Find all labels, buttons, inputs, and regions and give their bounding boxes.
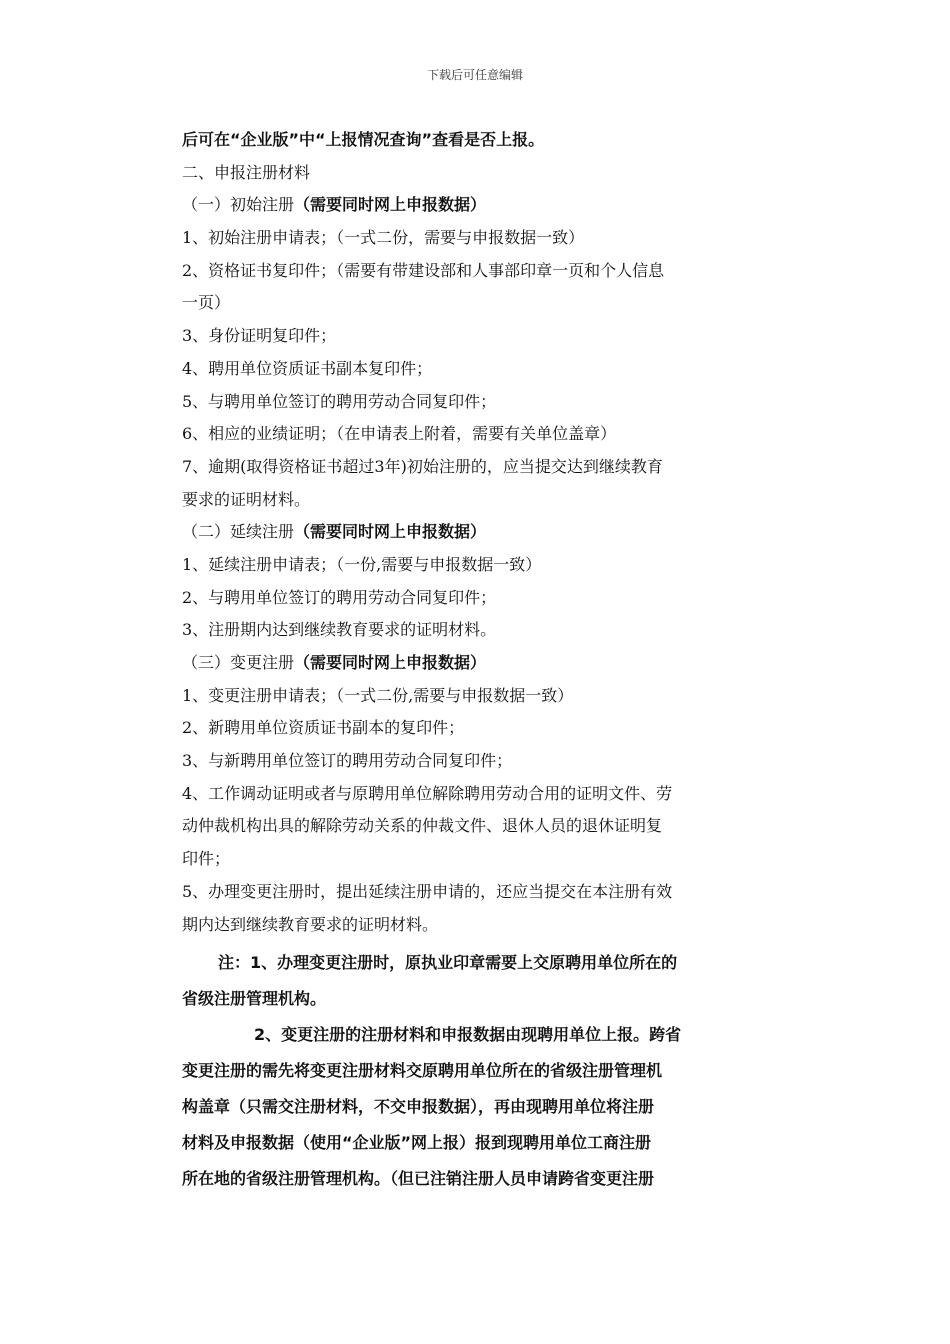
subsection-title: （一）初始注册 [182,195,295,215]
list-item: 5、与聘用单位签订的聘用劳动合同复印件； [182,391,497,411]
note-line: 注：1、办理变更注册时，原执业印章需要上交原聘用单位所在的 [218,953,678,973]
subsection-note: （需要同时网上申报数据） [294,195,487,215]
note-line: 变更注册的需先将变更注册材料交原聘用单位所在的省级注册管理机 [182,1061,663,1081]
note-line: 材料及申报数据（使用“企业版”网上报）报到现聘用单位工商注册 [182,1133,652,1153]
list-item-continuation: 期内达到继续教育要求的证明材料。 [182,914,439,934]
list-item: 3、注册期内达到继续教育要求的证明材料。 [182,620,497,640]
subsection-heading [182,189,772,222]
note-line: 省级注册管理机构。 [182,989,327,1009]
subsection-note: （需要同时网上申报数据） [294,653,487,672]
list-item: 4、聘用单位资质证书副本复印件； [182,358,433,378]
list-item: 7、逾期(取得资格证书超过3年)初始注册的，应当提交达到继续教育 [182,456,663,476]
list-item: 1、延续注册申请表；（一份,需要与申报数据一致） [182,554,542,574]
list-item: 5、办理变更注册时，提出延续注册申请的，还应当提交在本注册有效 [182,881,673,901]
list-item-continuation: 一页） [182,293,231,313]
list-item: 6、相应的业绩证明；（在申请表上附着，需要有关单位盖章） [182,424,617,444]
page-header: 下载后可任意编辑 [426,68,523,82]
list-item: 4、工作调动证明或者与原聘用单位解除聘用劳动合用的证明文件、劳 [182,783,673,803]
subsection-heading [182,647,772,680]
note-line: 2、变更注册的注册材料和申报数据由现聘用单位上报。跨省 [254,1025,682,1045]
list-item: 2、新聘用单位资质证书副本的复印件； [182,718,465,738]
document-body [182,124,772,1197]
list-item: 1、变更注册申请表；（一式二份,需要与申报数据一致） [182,685,574,705]
list-item-continuation: 印件； [182,849,231,869]
list-item: 3、身份证明复印件； [182,326,337,346]
list-item: 3、与新聘用单位签订的聘用劳动合同复印件； [182,751,513,771]
text-line: 后可在“企业版”中“上报情况查询”查看是否上报。 [182,130,545,149]
list-item: 1、初始注册申请表；（一式二份，需要与申报数据一致） [182,228,585,248]
note-line: 构盖章（只需交注册材料，不交申报数据），再由现聘用单位将注册 [182,1097,655,1117]
list-item: 2、资格证书复印件；（需要有带建设部和人事部印章一页和个人信息 [182,260,665,280]
subsection-title: （二）延续注册 [182,522,295,542]
list-item-continuation: 动仲裁机构出具的解除劳动关系的仲裁文件、退休人员的退休证明复 [182,816,663,836]
section-heading: 二、申报注册材料 [182,162,311,182]
note-line: 所在地的省级注册管理机构。（但已注销注册人员申请跨省变更注册 [182,1169,655,1189]
subsection-title: （三）变更注册 [182,653,295,672]
subsection-note: （需要同时网上申报数据） [294,522,487,542]
list-item: 2、与聘用单位签订的聘用劳动合同复印件； [182,587,497,607]
subsection-heading [182,516,772,549]
list-item-continuation: 要求的证明材料。 [182,489,311,509]
